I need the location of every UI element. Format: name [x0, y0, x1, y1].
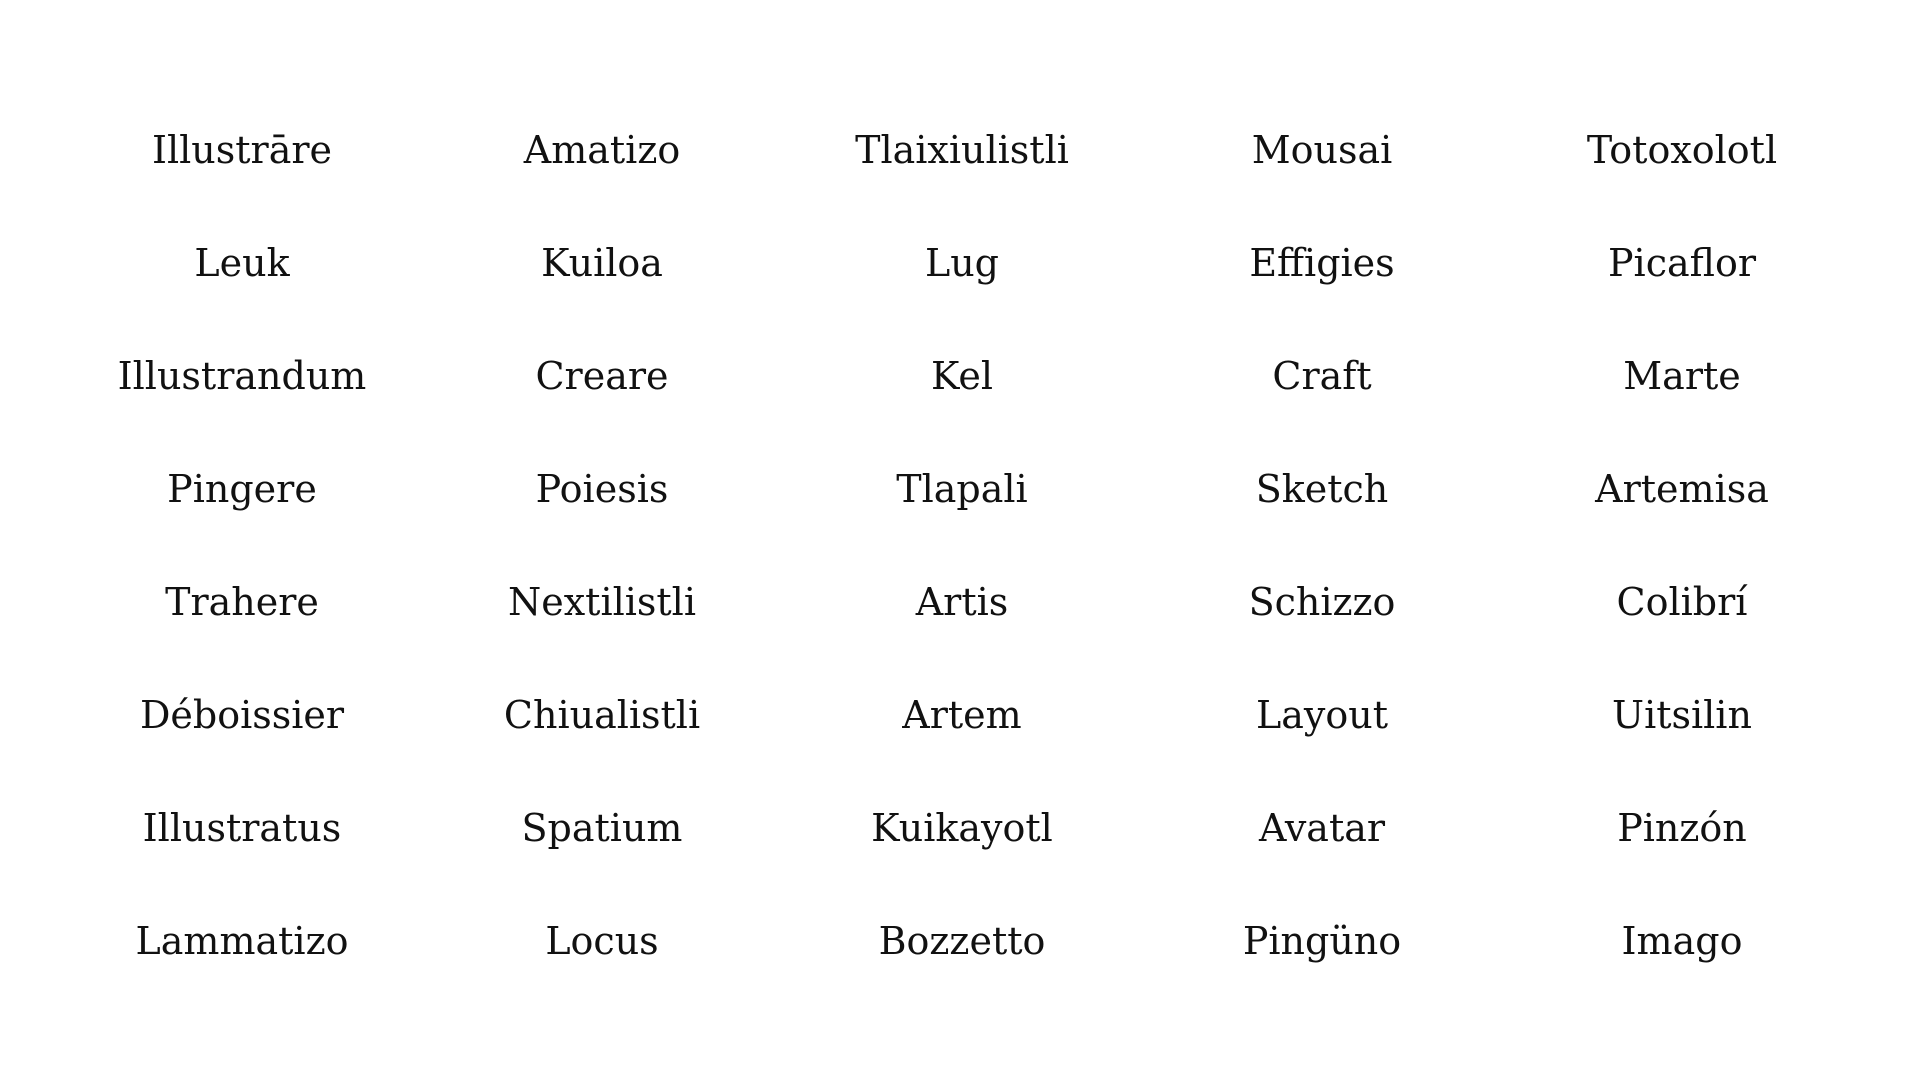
word: Marte [1623, 354, 1741, 398]
word: Leuk [194, 241, 290, 285]
word-column-4 [1142, 120, 1502, 1024]
word: Creare [535, 354, 669, 398]
word-column-3 [782, 120, 1142, 1024]
word: Effigies [1249, 241, 1395, 285]
word: Bozzetto [878, 919, 1046, 963]
word: Poiesis [535, 467, 669, 511]
word-column-5 [1502, 120, 1862, 1024]
word: Illustrāre [151, 128, 333, 172]
word-column-2 [422, 120, 782, 1024]
word: Mousai [1251, 128, 1393, 172]
word: Colibrí [1616, 580, 1748, 624]
word: Tlaixiulistli [855, 128, 1069, 172]
word: Kuiloa [541, 241, 663, 285]
word: Lammatizo [135, 919, 349, 963]
word: Artemisa [1595, 467, 1769, 511]
word: Uitsilin [1612, 693, 1752, 737]
word: Nextilistli [508, 580, 696, 624]
word: Illustratus [142, 806, 342, 850]
word: Spatium [521, 806, 683, 850]
word: Totoxolotl [1586, 128, 1778, 172]
word: Amatizo [523, 128, 681, 172]
word: Schizzo [1248, 580, 1396, 624]
word: Artem [902, 693, 1022, 737]
word: Layout [1256, 693, 1388, 737]
word: Artis [915, 580, 1009, 624]
word: Pinzón [1617, 806, 1747, 850]
word: Pingere [167, 467, 317, 511]
word: Kel [930, 354, 993, 398]
word: Chiualistli [503, 693, 701, 737]
word: Craft [1272, 354, 1372, 398]
word-column-1 [62, 120, 422, 1024]
word: Avatar [1258, 806, 1386, 850]
word: Locus [545, 919, 659, 963]
word: Kuikayotl [871, 806, 1053, 850]
word: Lug [924, 241, 1000, 285]
word: Picaflor [1607, 241, 1757, 285]
word: Déboissier [139, 693, 345, 737]
word: Trahere [165, 580, 319, 624]
word: Illustrandum [117, 354, 367, 398]
word: Tlapali [896, 467, 1028, 511]
word: Imago [1621, 919, 1743, 963]
word: Sketch [1255, 467, 1389, 511]
word: Pingüno [1242, 919, 1402, 963]
